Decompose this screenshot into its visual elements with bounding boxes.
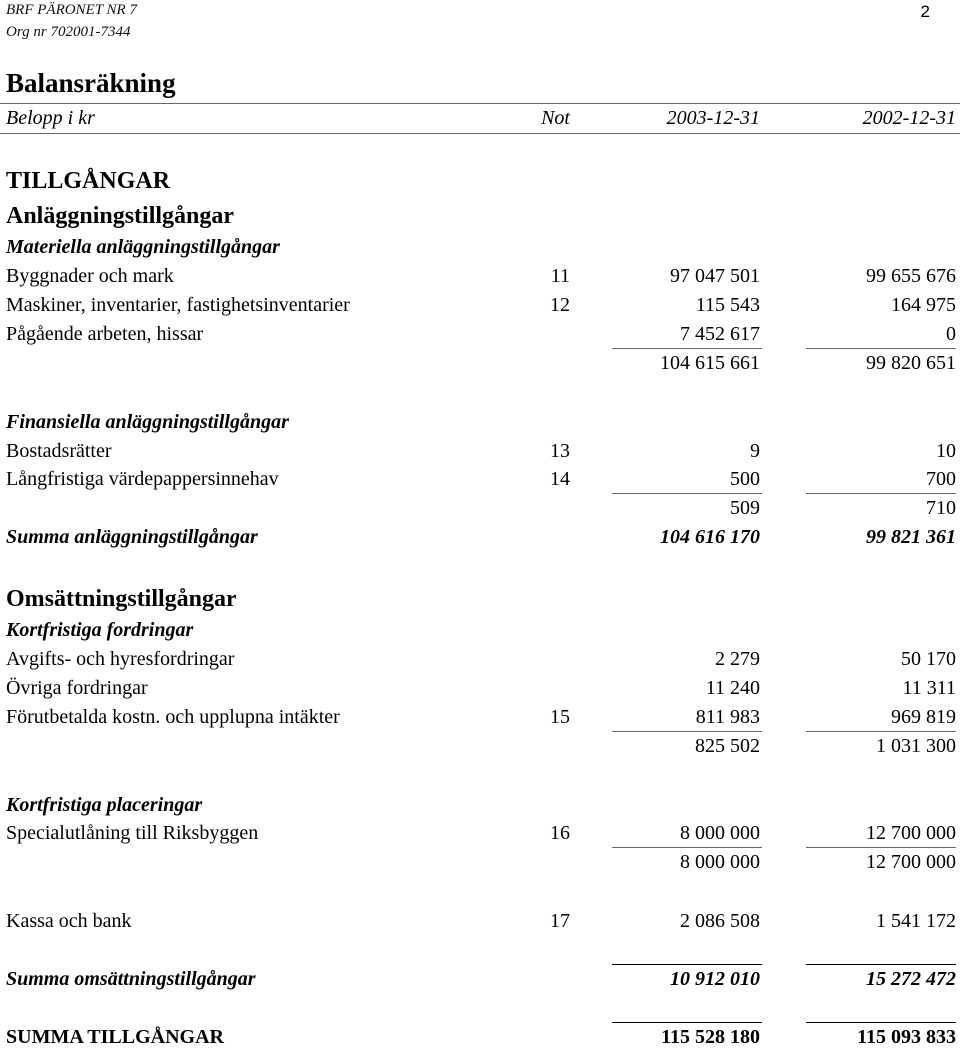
table-row [0,910,960,936]
row-label: Summa omsättningstillgångar [6,968,256,990]
subtotal-rule [806,731,956,732]
subtotal-rule [806,348,956,349]
table-row [0,677,960,703]
table-row [0,323,960,349]
page-title: Balansräkning [6,68,176,98]
column-header-label: Belopp i kr [6,107,95,129]
column-header-current: 2003-12-31 [666,107,760,129]
row-value-current: 509 [730,497,760,519]
row-label: Långfristiga värdepappersinnehav [6,468,279,490]
row-label: SUMMA TILLGÅNGAR [6,1026,224,1048]
section-tillgangar-label: TILLGÅNGAR [6,168,171,194]
row-value-previous: 11 311 [902,677,956,699]
table-row [0,468,960,494]
row-value-previous: 99 820 651 [866,352,956,374]
row-label: Övriga fordringar [6,677,148,699]
grand-total-rule [612,1022,762,1023]
row-value-previous: 700 [926,468,956,490]
row-label: Avgifts- och hyresfordringar [6,648,235,670]
table-row [0,648,960,674]
table-row [0,706,960,732]
subtotal-rule [806,847,956,848]
total-rule [806,964,956,965]
row-value-current: 2 086 508 [680,910,760,932]
row-value-current: 104 615 661 [660,352,760,374]
subtotal-rule [612,348,762,349]
row-not: 17 [550,910,570,932]
org-number: Org nr 702001-7344 [6,24,131,40]
row-value-current: 9 [750,440,760,462]
subtotal-row [0,497,960,523]
row-value-previous: 115 093 833 [857,1026,956,1048]
row-value-previous: 0 [946,323,956,345]
section-kortfristiga-placeringar [0,794,960,820]
grand-total-row [0,1026,960,1052]
section-anlaggning [0,203,960,229]
row-label: Summa anläggningstillgångar [6,526,258,548]
row-label: Kassa och bank [6,910,132,932]
section-tillgangar [0,168,960,194]
section-kortfristiga-fordringar-label: Kortfristiga fordringar [6,619,194,641]
row-not: 16 [550,822,570,844]
row-value-current: 811 983 [695,706,760,728]
section-omsattning [0,586,960,612]
row-label: Byggnader och mark [6,265,174,287]
row-value-previous: 12 700 000 [866,851,956,873]
title-rule [0,103,960,104]
subtotal-row [0,352,960,378]
row-label: Pågående arbeten, hissar [6,323,204,345]
row-label: Maskiner, inventarier, fastighetsinventarier [6,294,350,316]
total-rule [612,964,762,965]
row-value-previous: 10 [936,440,956,462]
row-value-current: 8 000 000 [680,822,760,844]
row-value-previous: 710 [926,497,956,519]
row-not: 15 [550,706,570,728]
table-row [0,440,960,466]
table-row [0,294,960,320]
row-not: 12 [550,294,570,316]
row-value-current: 104 616 170 [660,526,760,548]
row-value-current: 97 047 501 [670,265,760,287]
row-value-current: 8 000 000 [680,851,760,873]
subtotal-rule [612,493,762,494]
row-value-current: 7 452 617 [680,323,760,345]
row-value-previous: 1 541 172 [876,910,956,932]
row-value-previous: 12 700 000 [866,822,956,844]
row-value-current: 500 [730,468,760,490]
row-value-current: 10 912 010 [670,968,760,990]
column-header-not: Not [541,107,570,129]
row-value-previous: 99 821 361 [866,526,956,548]
table-row [0,822,960,848]
section-finansiella-label: Finansiella anläggningstillgångar [6,411,289,433]
total-row [0,968,960,994]
row-value-current: 115 543 [695,294,760,316]
org-name: BRF PÄRONET NR 7 [6,2,137,18]
subtotal-rule [612,731,762,732]
row-value-previous: 164 975 [891,294,956,316]
section-materiella-label: Materiella anläggningstillgångar [6,236,280,258]
subtotal-row [0,735,960,761]
total-row [0,526,960,552]
row-value-current: 11 240 [705,677,760,699]
row-value-previous: 50 170 [901,648,956,670]
row-not: 11 [550,265,570,287]
section-kortfristiga-fordringar [0,619,960,645]
section-materiella [0,236,960,262]
row-label: Bostadsrätter [6,440,112,462]
page-number: 2 [920,2,930,21]
section-finansiella [0,411,960,437]
column-header-previous: 2002-12-31 [862,107,956,129]
row-value-previous: 15 272 472 [866,968,956,990]
row-value-previous: 99 655 676 [866,265,956,287]
grand-total-rule [806,1022,956,1023]
section-omsattning-label: Omsättningstillgångar [6,586,237,612]
table-row [0,265,960,291]
row-value-current: 2 279 [715,648,760,670]
row-not: 14 [550,468,570,490]
row-value-previous: 1 031 300 [876,735,956,757]
row-label: Förutbetalda kostn. och upplupna intäkter [6,706,340,728]
section-kortfristiga-placeringar-label: Kortfristiga placeringar [6,794,203,816]
row-not: 13 [550,440,570,462]
row-value-current: 115 528 180 [661,1026,760,1048]
row-label: Specialutlåning till Riksbyggen [6,822,259,844]
column-header-row [0,107,960,133]
header-rule [0,133,960,134]
subtotal-rule [612,847,762,848]
subtotal-rule [806,493,956,494]
section-anlaggning-label: Anläggningstillgångar [6,203,235,229]
row-value-current: 825 502 [695,735,760,757]
row-value-previous: 969 819 [891,706,956,728]
subtotal-row [0,851,960,877]
